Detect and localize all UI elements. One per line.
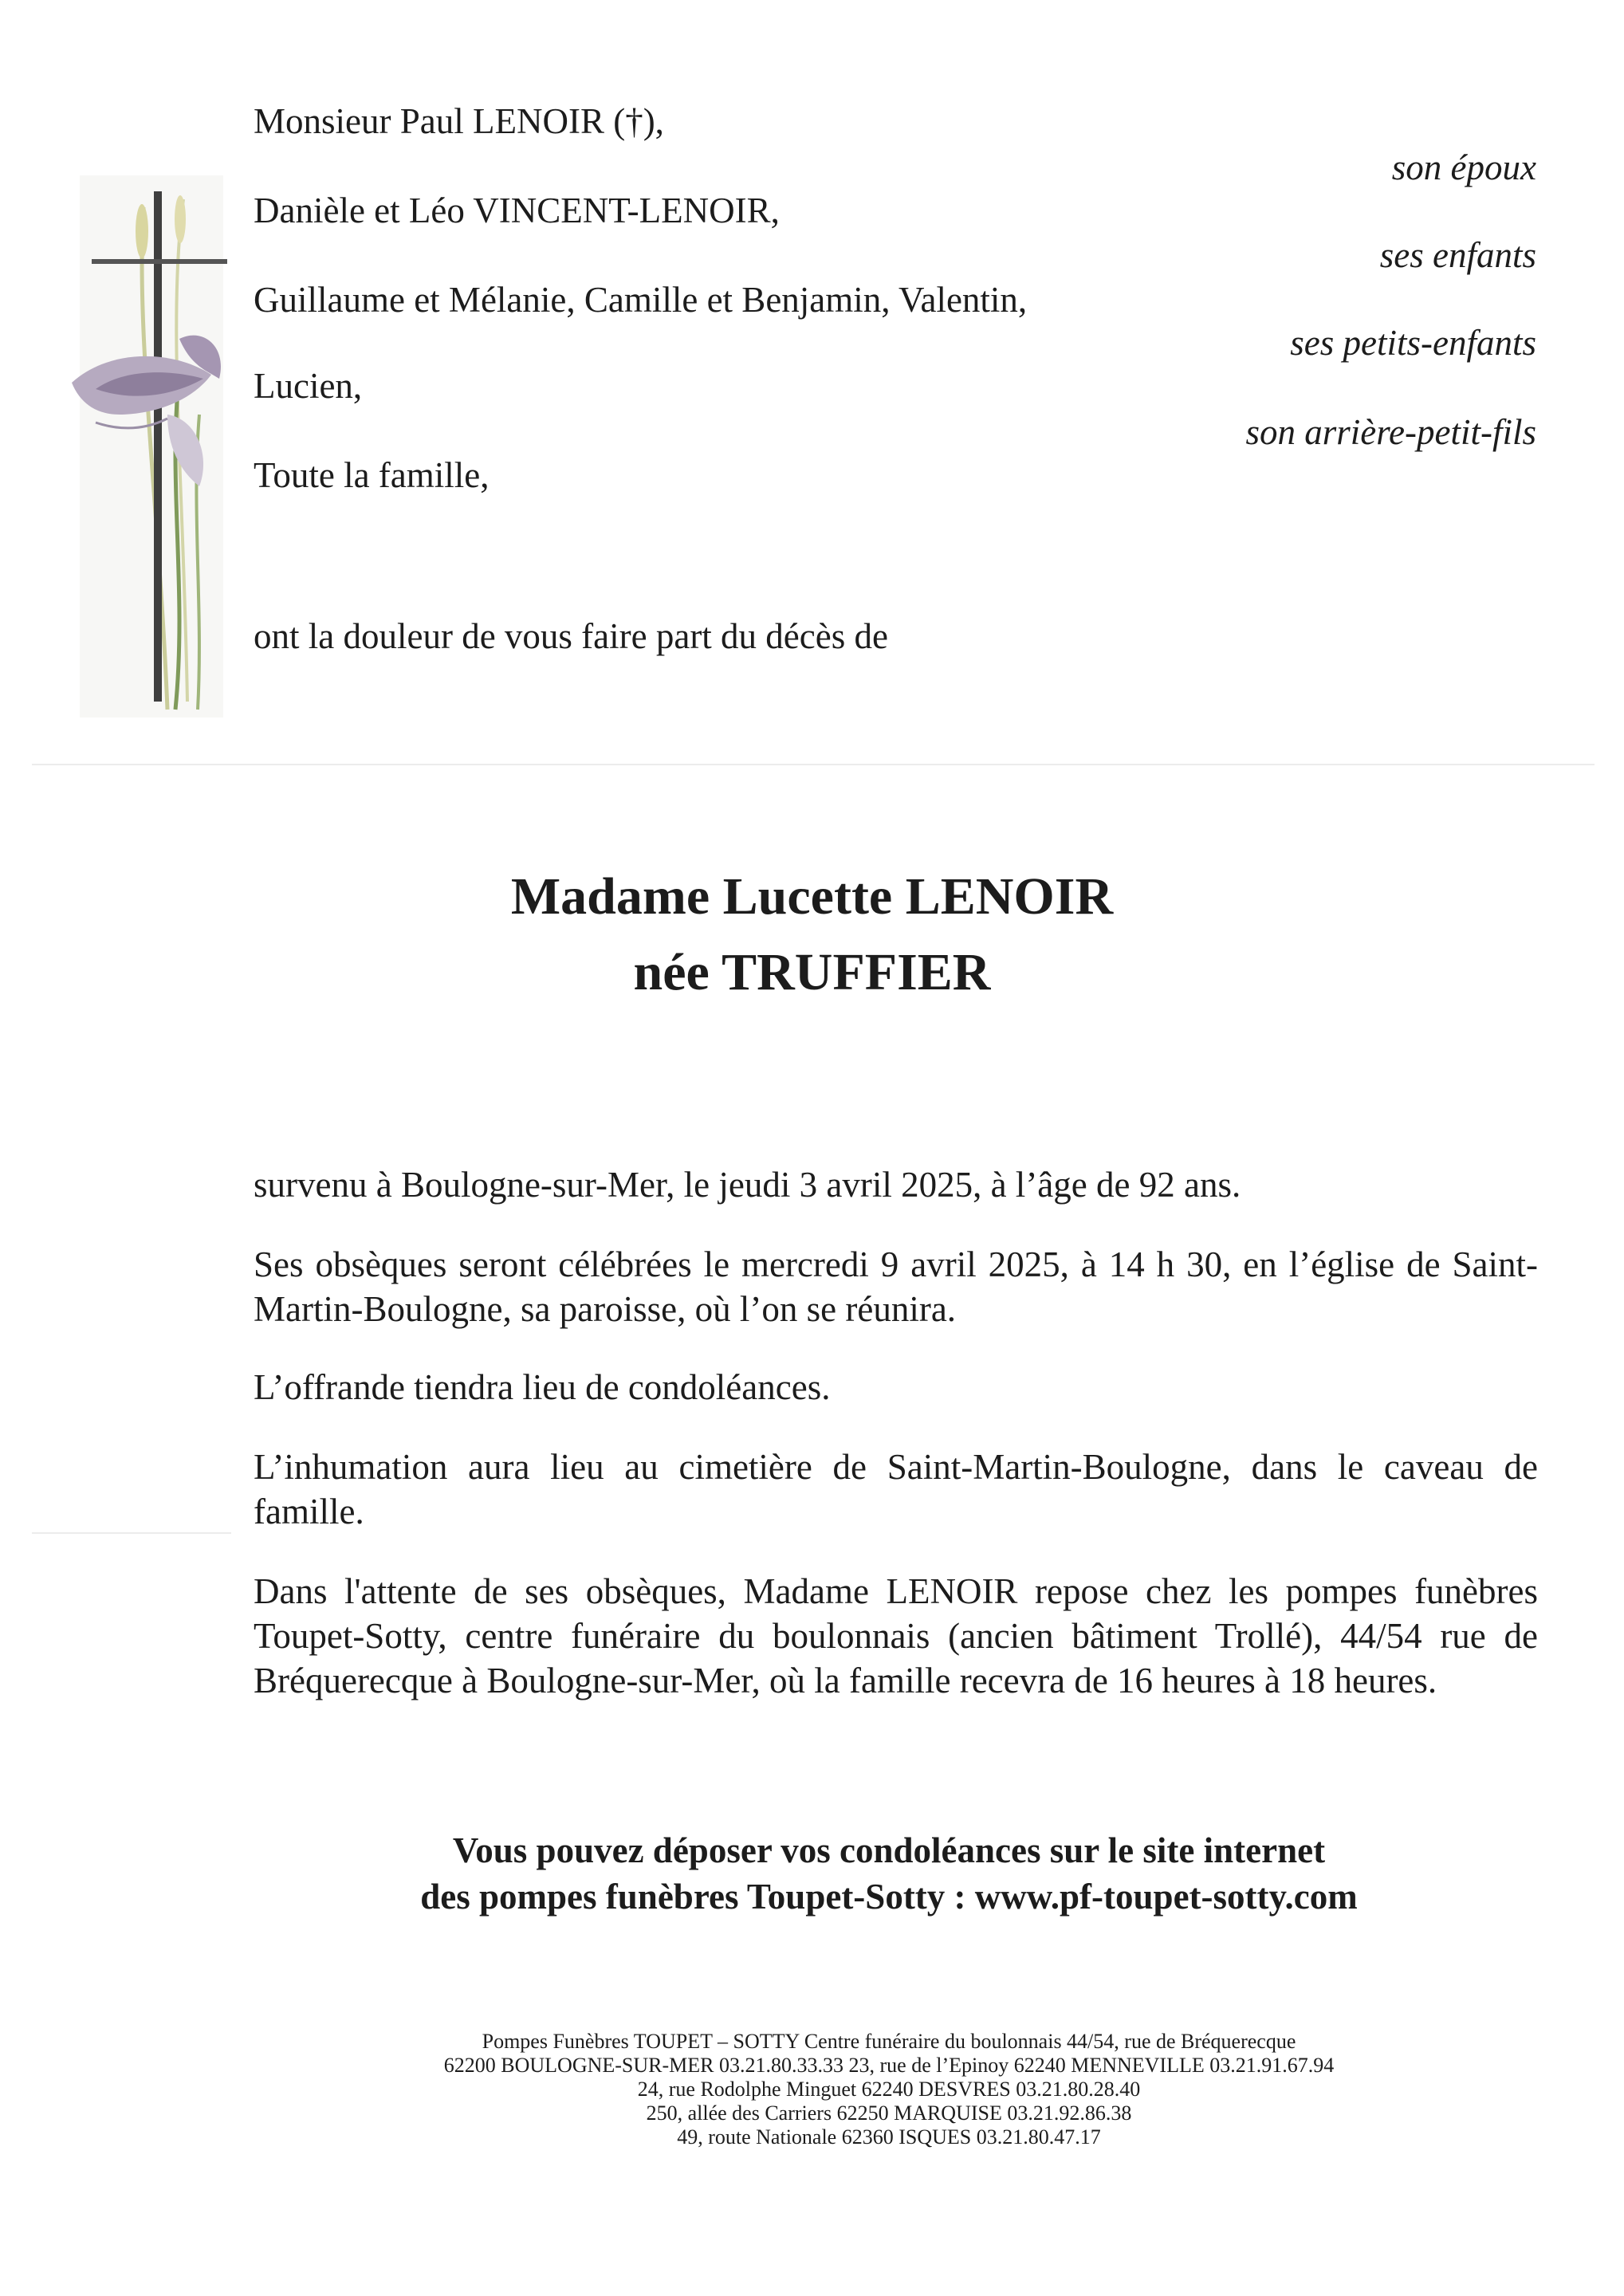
footer-line-2: 62200 BOULOGNE-SUR-MER 03.21.80.33.33 23, rue de l’Epinoy 62240 MENNEVILLE 03.21.91.67.94 — [443, 2054, 1335, 2077]
relation-1: son époux — [1391, 147, 1536, 187]
family-line-4: Lucien, — [254, 366, 363, 406]
deceased-name: Madame Lucette LENOIR — [510, 867, 1114, 926]
deceased-maiden-name: née TRUFFIER — [633, 943, 991, 1001]
footer-line-5: 49, route Nationale 62360 ISQUES 03.21.80.47.17 — [677, 2125, 1101, 2149]
intro-line: ont la douleur de vous faire part du décès de — [254, 616, 888, 656]
relation-4: son arrière-petit-fils — [1245, 412, 1536, 452]
relation-2: ses enfants — [1379, 235, 1536, 275]
paragraph-death: survenu à Boulogne-sur-Mer, le jeudi 3 avril 2025, à l’âge de 92 ans. — [254, 1165, 1241, 1205]
divider — [32, 764, 1595, 765]
relation-3: ses petits-enfants — [1290, 323, 1536, 363]
family-line-1: Monsieur Paul LENOIR (†), — [254, 101, 664, 141]
paragraph-burial: L’inhumation aura lieu au cimetière de Saint-Martin-Boulogne, dans le caveau de famille. — [254, 1447, 1538, 1531]
paragraph-offering: L’offrande tiendra lieu de condoléances. — [254, 1367, 831, 1407]
family-line-5: Toute la famille, — [254, 455, 490, 495]
condolences-line-1: Vous pouvez déposer vos condoléances sur le site internet — [452, 1830, 1326, 1870]
paragraph-funeral: Ses obsèques seront célébrées le mercredi 9 avril 2025, à 14 h 30, en l’église de Saint-Martin-Boulogne, sa paroisse, où l’on se réunira. — [254, 1244, 1538, 1329]
divider — [32, 1532, 231, 1534]
family-line-2: Danièle et Léo VINCENT-LENOIR, — [254, 191, 780, 230]
condolences-line-2: des pompes funèbres Toupet-Sotty : www.pf-toupet-sotty.com — [420, 1877, 1358, 1917]
footer-line-3: 24, rue Rodolphe Minguet 62240 DESVRES 03.21.80.28.40 — [637, 2078, 1141, 2101]
paragraph-viewing: Dans l'attente de ses obsèques, Madame LENOIR repose chez les pompes funèbres Toupet-Sotty, centre funéraire du boulonnais (ancien bâtiment Trollé), 44/54 rue de Bréquerecque à Boulogne-sur-Mer, où la famille recevra de 16 heures à 18 heures. — [254, 1571, 1538, 1700]
family-line-3: Guillaume et Mélanie, Camille et Benjamin, Valentin, — [254, 280, 1028, 320]
cross-with-lily-icon — [48, 175, 239, 718]
footer-line-1: Pompes Funèbres TOUPET – SOTTY Centre funéraire du boulonnais 44/54, rue de Bréquerecque — [482, 2030, 1296, 2053]
footer-line-4: 250, allée des Carriers 62250 MARQUISE 03.21.92.86.38 — [646, 2101, 1132, 2125]
